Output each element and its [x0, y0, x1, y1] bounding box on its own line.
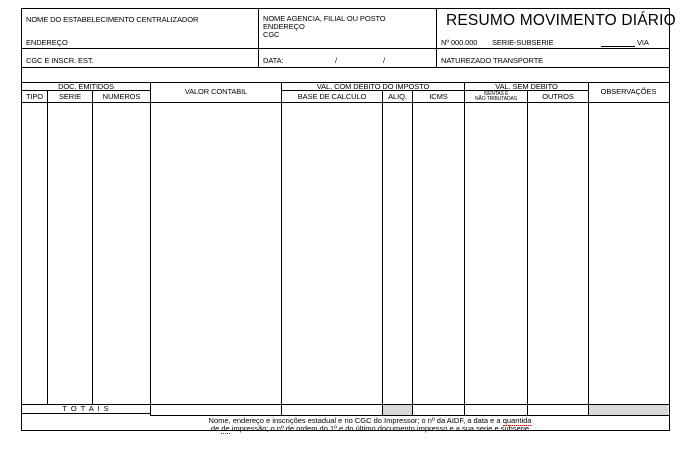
- imprint-line-1-misspelled: quantida: [502, 416, 532, 425]
- imprint-line-2-prefix: de: [210, 424, 222, 433]
- doc-emitidos-header: DOC. EMITIDOS: [58, 82, 114, 91]
- col-line-aliq-icms: [412, 90, 413, 416]
- col-line-icms-isentas: [464, 82, 465, 416]
- col-valor-contabil-header: VALOR CONTABIL: [184, 87, 248, 96]
- col-line-serie-numeros: [92, 90, 93, 405]
- imprint-line-2: [151, 424, 589, 433]
- col-outros-header: OUTROS: [542, 92, 574, 101]
- form-number: Nº 000.000: [441, 38, 478, 47]
- via-blank-line: [601, 46, 635, 47]
- col-line-tipo-serie: [47, 90, 48, 405]
- header-mid-rule: [21, 48, 669, 49]
- agencia-cgc-label: CGC: [263, 30, 280, 39]
- col-line-base-aliq: [382, 90, 383, 416]
- header-divider-1: [258, 8, 259, 68]
- date-separator-2: /: [383, 56, 385, 65]
- imprint-line-1-text: Nome, endereço e inscrições estadual e no CGC do Impressor; o nº da AIDF, a data e a: [208, 416, 503, 425]
- imprint-line-2-text: impressão; o nº de ordem do 1º e do último documento impresso e a sua serie e subserie: [229, 424, 530, 433]
- totals-left-bottom-rule: [21, 413, 151, 414]
- agencia-endereco-label: ENDEREÇO: [263, 22, 305, 31]
- col-aliq-header: ALIQ.: [388, 92, 407, 101]
- serie-subserie-label: SERIE-SUBSERIE: [492, 38, 554, 47]
- date-separator-1: /: [335, 56, 337, 65]
- totais-label: T O T A I S: [62, 404, 110, 413]
- col-serie-header: SERIE: [58, 92, 81, 101]
- col-line-outros-obs: [588, 82, 589, 416]
- col-line-valor-base: [281, 82, 282, 416]
- cgc-inscr-label: CGC E INSCR. EST.: [26, 56, 94, 65]
- col-isentas-header-line2: NÃO TRIBUTADAS: [474, 96, 518, 102]
- form-title: RESUMO MOVIMENTO DIÁRIO: [446, 12, 676, 29]
- val-sem-debito-header: VAL. SEM DEBITO: [495, 82, 558, 91]
- data-label: DATA:: [263, 56, 284, 65]
- table-header-bottom-rule: [21, 102, 669, 103]
- col-observacoes-header: OBSERVAÇÕES: [600, 87, 657, 96]
- via-label: VIA: [637, 38, 649, 47]
- endereco-label: ENDEREÇO: [26, 38, 68, 47]
- col-line-isentas-outros: [527, 90, 528, 416]
- natureza-transporte-label: NATUREZADO TRANSPORTE: [441, 56, 544, 65]
- header-divider-2: [436, 8, 437, 68]
- col-base-calculo-header: BASE DE CALCULO: [297, 92, 367, 101]
- imprint-line-2-misspelled: de: [221, 424, 230, 433]
- col-numeros-header: NUMEROS: [102, 92, 141, 101]
- col-line-numeros-valor: [150, 82, 151, 416]
- col-icms-header: ICMS: [429, 92, 448, 101]
- header-bottom-rule: [21, 67, 669, 68]
- totals-shade-aliq: [383, 405, 412, 415]
- agencia-label: NOME AGENCIA, FILIAL OU POSTO: [263, 14, 386, 23]
- form-frame: [21, 8, 670, 431]
- col-isentas-header-line1: ISENTAS E: [483, 91, 509, 97]
- col-tipo-header: TIPO: [25, 92, 44, 101]
- val-com-debito-header: VAL. COM DEBITO DO IMPOSTO: [316, 82, 430, 91]
- estabelecimento-label: NOME DO ESTABELECIMENTO CENTRALIZADOR: [26, 15, 199, 24]
- totals-shade-obs: [589, 405, 668, 415]
